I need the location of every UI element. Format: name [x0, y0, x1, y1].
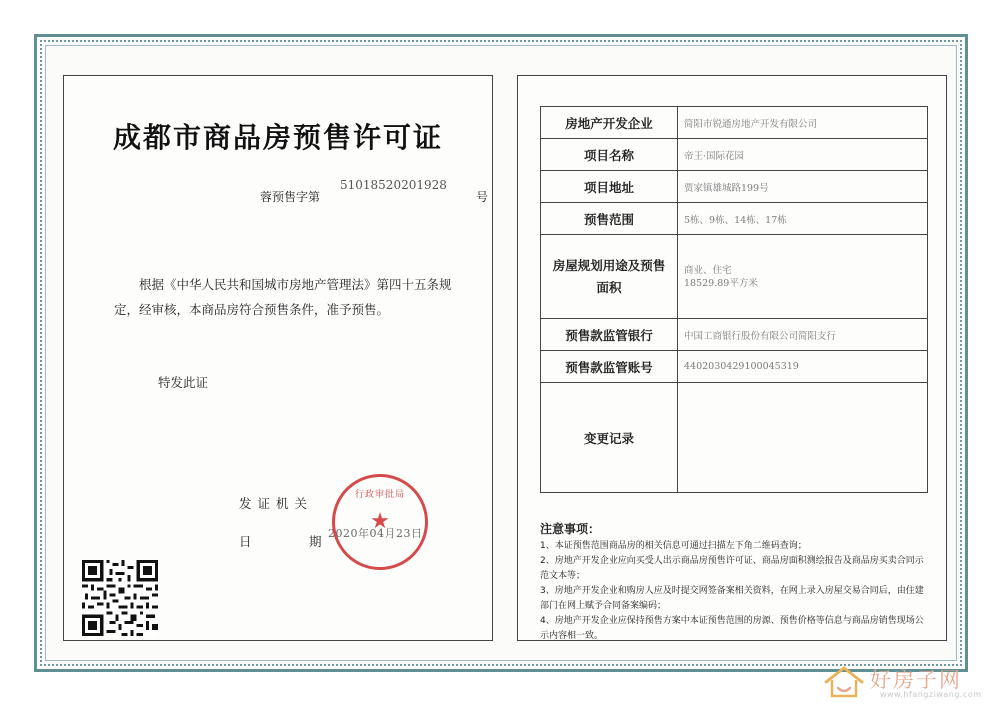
permit-suffix: 号 — [476, 190, 489, 204]
date-label — [239, 532, 322, 550]
notes-title: 注意事项： — [540, 522, 601, 536]
presale-scope-value: 5栋、9栋、14栋、17栋 — [678, 203, 928, 235]
certificate-title: 成都市商品房预售许可证 — [112, 121, 443, 154]
presale-scope-label: 预售范围 — [541, 203, 678, 235]
certificate-right-panel — [517, 75, 947, 641]
permit-number-line — [260, 178, 489, 205]
qr-code-icon[interactable] — [82, 560, 158, 636]
usage-area-label: 房屋规划用途及预售面积 — [541, 235, 678, 319]
table-row — [541, 203, 928, 235]
table-row — [541, 319, 928, 351]
project-address-value: 贾家镇雄城路199号 — [678, 171, 928, 203]
table-row — [541, 107, 928, 139]
house-logo-icon — [822, 662, 866, 702]
escrow-account-label: 预售款监管账号 — [541, 351, 678, 383]
area-value: 18529.89平方米 — [684, 277, 758, 289]
note-item: 1、本证预售范围商品房的相关信息可通过扫描左下角二维码查询； — [540, 541, 807, 551]
date-label-qi: 期 — [309, 534, 322, 549]
seal-star-icon: ★ — [370, 509, 390, 534]
certificate-body: 根据《中华人民共和国城市房地产管理法》第四十五条规定，经审核，本商品房符合预售条件，准予预售。 — [114, 277, 452, 317]
site-watermark — [822, 662, 992, 702]
table-row — [541, 171, 928, 203]
change-record-value — [678, 383, 928, 493]
certificate-frame — [34, 34, 968, 672]
issue-date: 2020年04月23日 — [328, 527, 423, 540]
permit-number: 51018520201928 — [340, 178, 447, 192]
project-address-label: 项目地址 — [541, 171, 678, 203]
official-seal — [332, 474, 428, 570]
notes-section — [540, 522, 930, 644]
developer-value: 简阳市锐通房地产开发有限公司 — [678, 107, 928, 139]
project-name-value: 帝王·国际花园 — [678, 139, 928, 171]
escrow-bank-label: 预售款监管银行 — [541, 319, 678, 351]
certificate-left-panel — [63, 75, 493, 641]
table-row — [541, 383, 928, 493]
usage-area-cell — [678, 235, 928, 319]
change-record-label: 变更记录 — [541, 383, 678, 493]
escrow-bank-value: 中国工商银行股份有限公司简阳支行 — [678, 319, 928, 351]
date-label-ri: 日 — [239, 534, 252, 549]
table-row — [541, 351, 928, 383]
note-item: 3、房地产开发企业和购房人应及时提交网签备案相关资料，在网上录入房屋交易合同后，由住建部门在网上赋予合同备案编码； — [540, 586, 924, 611]
permit-prefix: 蓉预售字第 — [260, 190, 321, 204]
table-row — [541, 139, 928, 171]
project-name-label: 项目名称 — [541, 139, 678, 171]
watermark-url[interactable]: www.hfangziwang.com — [880, 690, 982, 699]
seal-text: 行政审批局 — [354, 490, 405, 500]
issuer-label: 发证机关 — [239, 496, 314, 511]
watermark-brand: 好房子网 — [870, 668, 962, 692]
table-row — [541, 235, 928, 319]
escrow-account-value: 4402030429100045319 — [678, 351, 928, 383]
developer-label: 房地产开发企业 — [541, 107, 678, 139]
note-item: 2、房地产开发企业应向买受人出示商品房预售许可证、商品房面积测绘报告及商品房买卖合同示范文本等； — [540, 556, 924, 581]
usage-value: 商业、住宅 — [684, 264, 732, 276]
info-table — [540, 106, 928, 493]
note-item: 4、房地产开发企业应保持预售方案中本证预售范围的房源、预售价格等信息与商品房销售现场公示内容相一致。 — [540, 616, 924, 641]
special-issue-text: 特发此证 — [158, 375, 209, 390]
